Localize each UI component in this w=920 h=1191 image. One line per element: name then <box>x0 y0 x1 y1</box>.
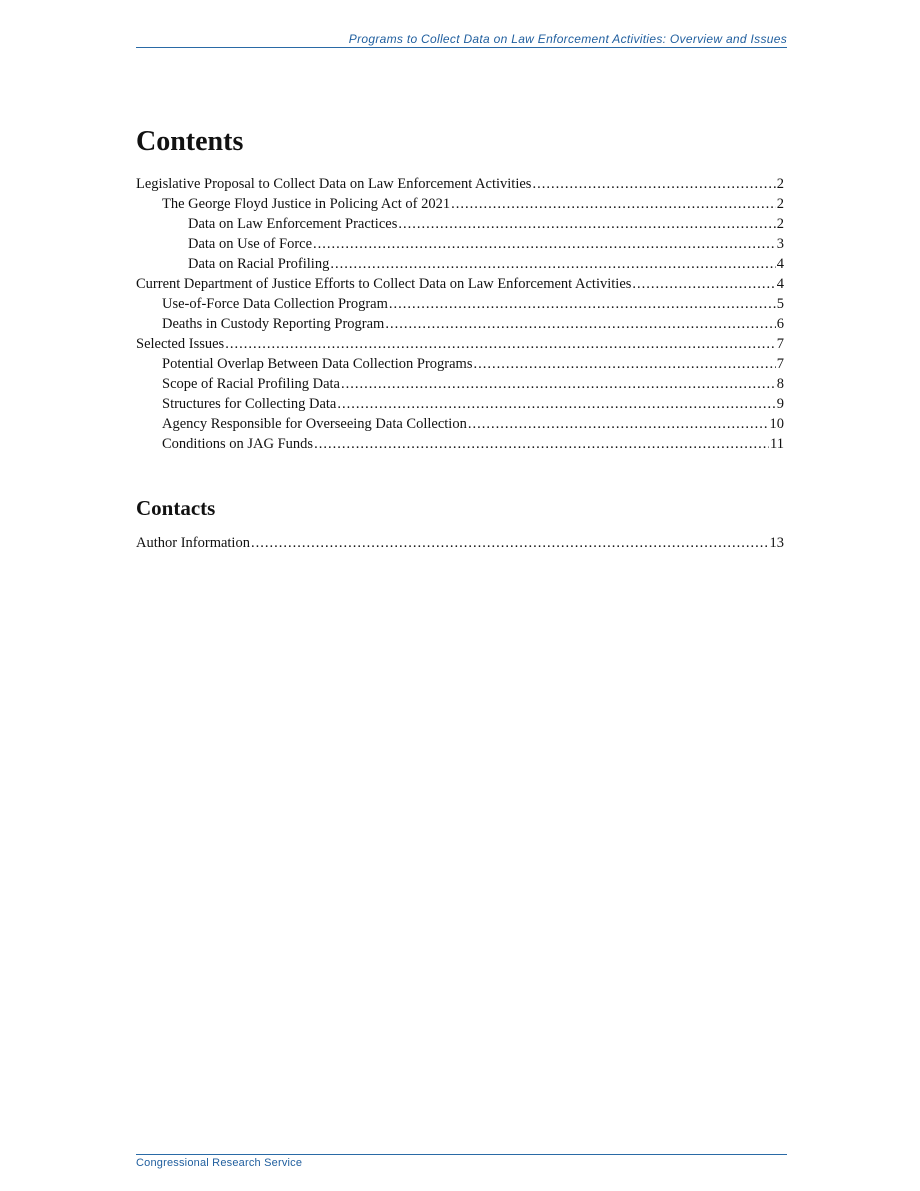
toc-entry-label: Selected Issues <box>136 336 225 352</box>
dot-leader <box>314 434 769 454</box>
toc-entry-label: Data on Use of Force <box>188 236 313 252</box>
toc-entry-label: Data on Racial Profiling <box>188 256 330 272</box>
toc-entry-label: Legislative Proposal to Collect Data on Law Enforcement Activities <box>136 176 532 192</box>
dot-leader <box>341 374 776 394</box>
toc-entry-page: 5 <box>776 296 784 312</box>
toc-entry-page: 6 <box>776 316 784 332</box>
contents-heading: Contents <box>136 126 244 157</box>
toc-entry-page: 3 <box>776 236 784 252</box>
dot-leader <box>389 294 776 314</box>
dot-leader <box>251 533 769 553</box>
toc-entry-page: 8 <box>776 376 784 392</box>
toc-entry[interactable] <box>136 214 784 234</box>
toc-entry-label: Deaths in Custody Reporting Program <box>162 316 385 332</box>
toc-entry-label: Agency Responsible for Overseeing Data Collection <box>162 416 467 432</box>
toc-entry[interactable] <box>136 394 784 414</box>
dot-leader <box>330 254 775 274</box>
dot-leader <box>473 354 775 374</box>
toc-entry-page: 2 <box>776 216 784 232</box>
running-footer: Congressional Research Service <box>136 1154 787 1169</box>
toc-entry-label: Potential Overlap Between Data Collection Programs <box>162 356 473 372</box>
dot-leader <box>468 414 769 434</box>
toc-entry[interactable] <box>136 434 784 454</box>
toc-entry-label: Use-of-Force Data Collection Program <box>162 296 388 312</box>
toc-entry-page: 9 <box>776 396 784 412</box>
toc-entry[interactable] <box>136 234 784 254</box>
toc-entry-page: 11 <box>770 436 784 452</box>
toc-entry-label: The George Floyd Justice in Policing Act of 2021 <box>162 196 451 212</box>
contacts-list <box>136 533 784 553</box>
dot-leader <box>451 194 776 214</box>
dot-leader <box>532 174 775 194</box>
toc-entry[interactable] <box>136 533 784 553</box>
toc-entry-page: 2 <box>776 176 784 192</box>
dot-leader <box>398 214 775 234</box>
toc-entry-label: Structures for Collecting Data <box>162 396 337 412</box>
toc-entry-label: Scope of Racial Profiling Data <box>162 376 340 392</box>
toc-entry[interactable] <box>136 274 784 294</box>
toc-entry-page: 4 <box>776 276 784 292</box>
toc-entry-page: 10 <box>769 416 784 432</box>
toc-entry[interactable] <box>136 194 784 214</box>
toc-entry-page: 4 <box>776 256 784 272</box>
toc-entry[interactable] <box>136 354 784 374</box>
table-of-contents <box>136 174 784 454</box>
toc-entry[interactable] <box>136 374 784 394</box>
toc-entry[interactable] <box>136 254 784 274</box>
toc-entry-page: 13 <box>769 535 784 551</box>
toc-entry-page: 7 <box>776 336 784 352</box>
toc-entry-label: Conditions on JAG Funds <box>162 436 314 452</box>
dot-leader <box>385 314 775 334</box>
dot-leader <box>337 394 775 414</box>
dot-leader <box>632 274 775 294</box>
toc-entry-page: 2 <box>776 196 784 212</box>
dot-leader <box>313 234 776 254</box>
dot-leader <box>225 334 776 354</box>
toc-entry-label: Data on Law Enforcement Practices <box>188 216 398 232</box>
toc-entry[interactable] <box>136 334 784 354</box>
toc-entry-label: Current Department of Justice Efforts to Collect Data on Law Enforcement Activities <box>136 276 632 292</box>
toc-entry[interactable] <box>136 294 784 314</box>
toc-entry[interactable] <box>136 414 784 434</box>
toc-entry-page: 7 <box>776 356 784 372</box>
toc-entry[interactable] <box>136 314 784 334</box>
toc-entry-label: Author Information <box>136 535 250 551</box>
toc-entry[interactable] <box>136 174 784 194</box>
running-header: Programs to Collect Data on Law Enforcement Activities: Overview and Issues <box>136 32 787 48</box>
contacts-heading: Contacts <box>136 496 216 520</box>
